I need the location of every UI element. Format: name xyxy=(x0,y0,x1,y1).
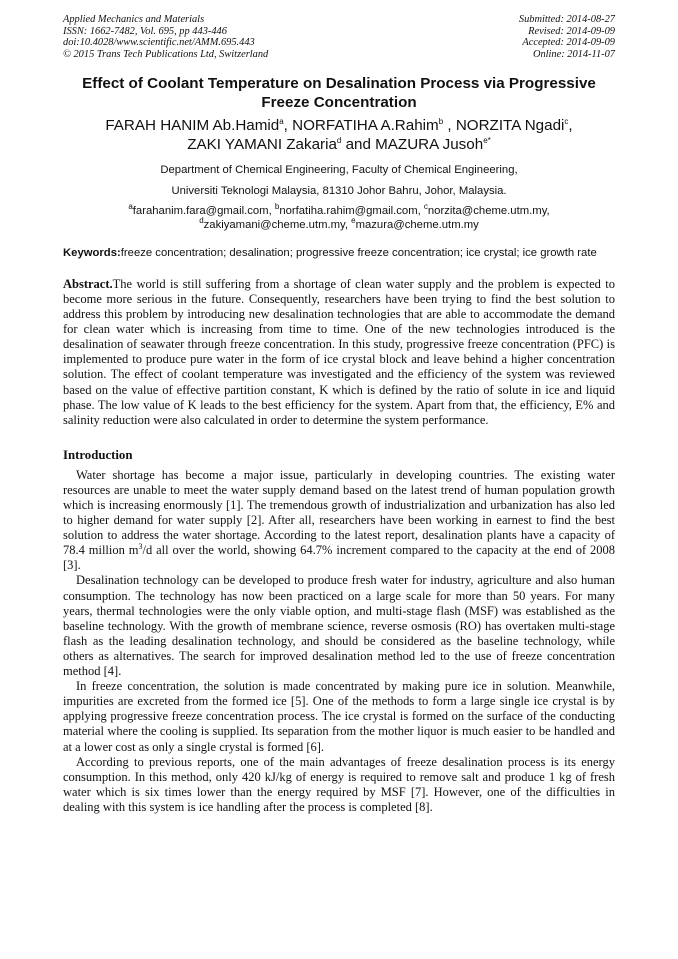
author-name: NORZITA Ngadi xyxy=(455,117,565,135)
author-name: NORFATIHA A.Rahim xyxy=(292,117,439,135)
email-separator: , xyxy=(344,218,352,231)
author-separator: , xyxy=(443,117,456,135)
author-name: MAZURA Jusoh xyxy=(375,136,484,154)
paper-title: Effect of Coolant Temperature on Desalination Process via Progressive Freeze Concentration xyxy=(82,75,596,112)
email-link[interactable]: norzita@cheme.utm.my xyxy=(427,205,547,218)
email-separator: , xyxy=(268,205,275,218)
email-mark: a xyxy=(128,202,133,212)
intro-paragraph-4: According to previous reports, one of the main advantages of freeze desalination process is its energy consumption. In this method, only 420 kJ/kg of energy is required to remove salt and produce 1 kg of fresh water which is six times lower than the energy required by MSF [7]. However, one of the difficulties in dealing with this system is ice handling after the process is completed [8]. xyxy=(63,754,615,814)
email-link[interactable]: norfatiha.rahim@gmail.com xyxy=(279,205,418,218)
paper-page xyxy=(63,14,615,815)
author-separator: , xyxy=(283,117,293,135)
journal-name: Applied Mechanics and Materials xyxy=(63,14,205,25)
email-separator: , xyxy=(417,205,424,218)
paragraph-text: /d all over the world, showing 64.7% increment compared to the capacity at the end of 2008 [3]. xyxy=(63,543,616,573)
journal-info xyxy=(63,14,268,60)
email-mark: e xyxy=(351,216,356,226)
author-affil-mark: a xyxy=(279,117,284,127)
date-accepted: Accepted: 2014-09-09 xyxy=(522,37,615,49)
affiliation-university: Universiti Teknologi Malaysia, 81310 Johor Bahru, Johor, Malaysia. xyxy=(171,185,507,198)
author-name: ZAKI YAMANI Zakaria xyxy=(187,136,337,154)
email-link[interactable]: mazura@cheme.utm.my xyxy=(355,218,479,231)
submission-dates xyxy=(519,14,615,60)
paragraph-text: Water shortage has become a major issue, particularly in developing countries. The existing water resources are unable to meet the water supply demand based on the latest trend of human population growth which is increasing enormously [1]. The tremendous growth of industrialization and urbanization has also led to higher demand for water supply [2]. After all, researchers have been working in earnest to find the best solution to address the water shortage. According to the latest report, desalination plants have a capacity of 78.4 million m xyxy=(63,467,615,558)
email-separator: , xyxy=(546,205,550,218)
journal-issn: ISSN: 1662-7482, Vol. 695, pp 443-446 xyxy=(63,25,227,37)
author-list xyxy=(63,116,615,154)
author-affil-mark: d xyxy=(336,136,342,146)
date-submitted: Submitted: 2014-08-27 xyxy=(518,14,615,25)
email-mark: c xyxy=(423,202,428,212)
email-mark: d xyxy=(199,216,204,226)
author-affil-mark: e* xyxy=(483,136,491,146)
keywords xyxy=(63,247,615,261)
keywords-text: freeze concentration; desalination; progressive freeze concentration; ice crystal; ice growth rate xyxy=(120,247,597,260)
intro-paragraph-3: In freeze concentration, the solution is made concentrated by making pure ice in solution. Meanwhile, impurities are excreted from the formed ice [5]. One of the methods to form a large single ice crystal is by applying progressive freeze concentration process. The ice crystal is formed on the surface of the conducting material where the cooling is supplied. Its separation from the mother liquor is much easier to be handled and at a lower cost as only a single crystal is formed [6]. xyxy=(63,679,615,754)
email-link[interactable]: zakiyamani@cheme.utm.my xyxy=(203,218,345,231)
abstract xyxy=(63,277,615,428)
author-separator: , xyxy=(568,117,573,135)
abstract-label: Abstract. xyxy=(63,276,113,291)
author-affil-mark: b xyxy=(438,117,444,127)
affiliation-department: Department of Chemical Engineering, Faculty of Chemical Engineering, xyxy=(160,164,518,177)
author-separator: and xyxy=(341,136,376,154)
date-online: Online: 2014-11-07 xyxy=(532,48,615,60)
section-heading-introduction: Introduction xyxy=(63,447,133,462)
author-affil-mark: c xyxy=(564,117,569,127)
author-emails xyxy=(63,202,615,232)
affiliation xyxy=(63,160,615,202)
superscript: 3 xyxy=(138,542,143,552)
abstract-text: The world is still suffering from a shortage of clean water supply and the problem is expected to become more serious in the future. Consequently, researchers have been trying to find the best solution to address this problem by introducing new desalination technologies that are able to accommodate the demand for clean water which is increasing from time to time. One of the new technologies introduced is the desalination of seawater through freeze concentration. In this study, progressive freeze concentration (PFC) is implemented to produce pure water in the form of ice crystal block and leave behind a higher concentration solution. The effect of coolant temperature was investigated and the efficiency of the system was reviewed based on the value of effective partition constant, K which is defined by the ratio of solute in ice and liquid phase. The low value of K leads to the best efficiency for the system. Apart from that, the efficiency, E% and salinity reduction were also calculated in order to determine the system performance. xyxy=(63,276,615,427)
journal-header xyxy=(63,14,615,60)
email-mark: b xyxy=(274,202,280,212)
journal-doi[interactable]: doi:10.4028/www.scientific.net/AMM.695.443 xyxy=(63,37,255,49)
date-revised: Revised: 2014-09-09 xyxy=(528,25,615,37)
email-link[interactable]: farahanim.fara@gmail.com xyxy=(132,205,269,218)
intro-paragraph-1 xyxy=(63,468,615,574)
author-name: FARAH HANIM Ab.Hamid xyxy=(105,117,280,135)
intro-paragraph-2: Desalination technology can be developed to produce fresh water for industry, agriculture and also human consumption. The technology has now been practiced on a large scale for more than 50 years. For many years, thermal technologies were the only viable option, and multi-stage flash (MSF) was established as the baseline technology. With the growth of membrane science, reverse osmosis (RO) has overtaken multi-stage flash as the leading desalination technology, and should be considered as the baseline technology, while others as alternatives. The search for improved desalination method led to the use of freeze concentration method [4]. xyxy=(63,573,615,679)
keywords-label: Keywords: xyxy=(63,247,121,260)
journal-copyright: © 2015 Trans Tech Publications Ltd, Switzerland xyxy=(63,48,269,60)
